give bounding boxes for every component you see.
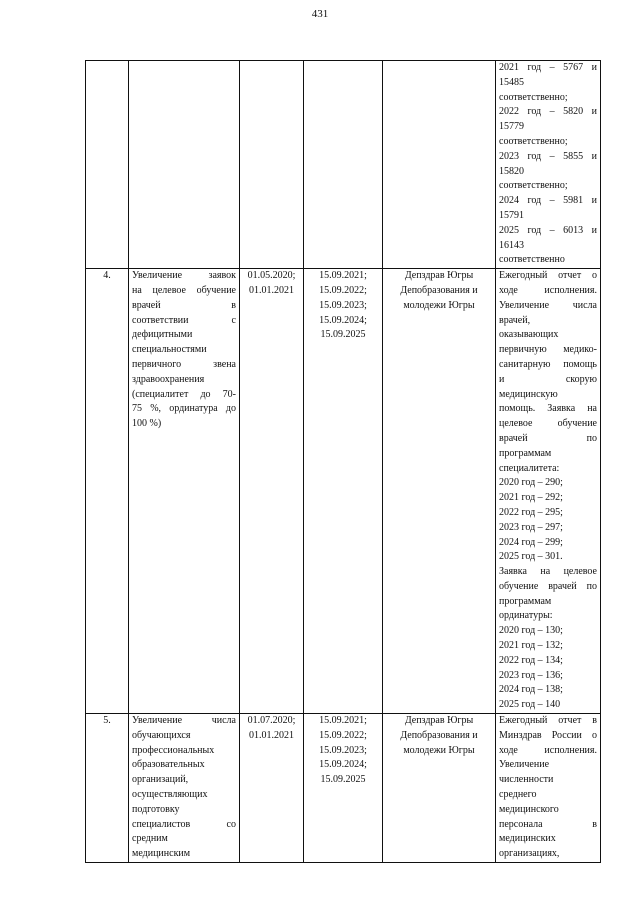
text-line: 2023 год – 5855 и	[499, 150, 597, 162]
text-line: Увеличение числа	[499, 299, 597, 311]
text-line: оказывающих	[499, 329, 559, 341]
text-line: 2020 год – 290;	[499, 477, 563, 489]
text-line: осуществляющих	[132, 789, 208, 801]
text-line: 15.09.2021;	[319, 715, 367, 727]
text-line: первичного звена	[132, 358, 236, 370]
text-line: организаций,	[132, 774, 189, 786]
text-line: врачей в	[132, 299, 236, 311]
measure-name-cell	[129, 714, 240, 863]
start-date-cell	[240, 269, 304, 714]
text-line: 2025 год – 140	[499, 699, 561, 711]
text-line: Увеличение заявок	[132, 270, 236, 282]
text-line: 15820	[499, 165, 524, 177]
text-line: 2024 год – 5981 и	[499, 195, 597, 207]
page-number: 431	[311, 8, 329, 20]
text-line: санитарную помощь	[499, 358, 597, 370]
text-line: на целевое обучение	[132, 284, 236, 296]
text-line: врачей,	[499, 314, 531, 326]
responsible-cell	[383, 714, 496, 863]
text-line: ходе исполнения.	[499, 284, 597, 296]
start-date-cell	[240, 714, 304, 863]
text-line: 15779	[499, 121, 524, 133]
text-line: молодежи Югры	[403, 299, 475, 311]
text-line: Минздрав России о	[499, 729, 597, 741]
text-line: 01.07.2020;	[247, 715, 296, 727]
text-line: обучение врачей по	[499, 580, 597, 592]
text-line: численности	[499, 774, 554, 786]
text-line: соответственно;	[499, 135, 568, 147]
text-line: соответственно	[499, 254, 565, 266]
text-line: 2024 год – 299;	[499, 536, 563, 548]
end-date-cell	[304, 714, 383, 863]
text-line: 100 %)	[132, 418, 162, 430]
text-line: 2022 год – 5820 и	[499, 106, 597, 118]
text-line: соответственно;	[499, 91, 568, 103]
text-line: Увеличение	[499, 759, 550, 771]
text-line: первичную медико-	[499, 344, 597, 356]
text-line: 15.09.2023;	[319, 744, 367, 756]
text-line: 2022 год – 134;	[499, 654, 563, 666]
text-line: соответствии с	[132, 314, 236, 326]
text-line: 16143	[499, 239, 524, 251]
text-line: организациях,	[499, 848, 560, 860]
text-line: обучающихся	[132, 729, 191, 741]
text-line: Заявка на целевое	[499, 566, 597, 578]
text-line: 2021 год – 292;	[499, 492, 563, 504]
text-line: 2020 год – 130;	[499, 625, 563, 637]
text-line: врачей по	[499, 432, 597, 444]
end-date-cell	[304, 61, 383, 269]
text-line: 15.09.2025	[320, 774, 366, 786]
text-line: профессиональных	[132, 744, 215, 756]
text-line: 15.09.2021;	[319, 270, 367, 282]
measure-name-cell	[129, 269, 240, 714]
text-line: 75 %, ординатура до	[132, 403, 236, 415]
table-row	[86, 61, 601, 269]
text-line: средним	[132, 833, 168, 845]
text-line: 2023 год – 297;	[499, 521, 563, 533]
measure-name-cell	[129, 61, 240, 269]
text-line: 15.09.2023;	[319, 299, 367, 311]
text-line: 2021 год – 5767 и	[499, 62, 597, 73]
text-line: программам	[499, 595, 552, 607]
text-line: Увеличение числа	[132, 715, 236, 727]
text-line: персонала в	[499, 818, 597, 830]
text-line: дефицитными	[132, 329, 193, 341]
text-line: помощь. Заявка на	[499, 403, 597, 415]
text-line: 01.01.2021	[249, 729, 294, 741]
row-number-cell	[86, 61, 129, 269]
text-line: молодежи Югры	[403, 744, 475, 756]
responsible-cell	[383, 269, 496, 714]
text-line: 2024 год – 138;	[499, 684, 563, 696]
text-line: соответственно;	[499, 180, 568, 192]
result-cell	[496, 714, 601, 863]
text-line: ординатуры:	[499, 610, 553, 622]
text-line: 2021 год – 132;	[499, 640, 563, 652]
text-line: 15.09.2022;	[319, 729, 367, 741]
text-line: специальностями	[132, 344, 207, 356]
text-line: программам	[499, 447, 552, 459]
row-number-cell: 5.	[86, 714, 129, 863]
text-line: Депобразования и	[400, 284, 478, 296]
text-line: целевое обучение	[499, 418, 597, 430]
text-line: Ежегодный отчет в	[499, 715, 597, 727]
text-line: медицинского	[499, 803, 559, 815]
text-line: Ежегодный отчет о	[499, 270, 597, 282]
text-line: специалистов со	[132, 818, 236, 830]
end-date-cell	[304, 269, 383, 714]
text-line: медицинских	[499, 833, 556, 845]
row-number-cell: 4.	[86, 269, 129, 714]
text-line: Депздрав Югры	[404, 715, 474, 727]
text-line: 2025 год – 6013 и	[499, 224, 597, 236]
text-line: 15.09.2022;	[319, 284, 367, 296]
text-line: среднего	[499, 789, 537, 801]
result-cell	[496, 61, 601, 269]
text-line: Депздрав Югры	[404, 270, 474, 282]
result-cell	[496, 269, 601, 714]
text-line: 01.01.2021	[249, 284, 294, 296]
text-line: 01.05.2020;	[247, 270, 296, 282]
text-line: 2025 год – 301.	[499, 551, 563, 563]
text-line: (специалитет до 70-	[132, 388, 236, 400]
text-line: 2023 год – 136;	[499, 669, 563, 681]
text-line: 15.09.2025	[320, 329, 366, 341]
text-line: 15.09.2024;	[319, 314, 367, 326]
text-line: специалитета:	[499, 462, 560, 474]
responsible-cell	[383, 61, 496, 269]
text-line: медицинскую	[499, 388, 558, 400]
text-line: образовательных	[132, 759, 205, 771]
text-line: и скорую	[499, 373, 597, 385]
text-line: 15485	[499, 76, 524, 88]
text-line: ходе исполнения.	[499, 744, 597, 756]
text-line: Депобразования и	[400, 729, 478, 741]
text-line: медицинским	[132, 848, 191, 860]
text-line: 15791	[499, 209, 524, 221]
text-line: 2022 год – 295;	[499, 506, 563, 518]
text-line: 15.09.2024;	[319, 759, 367, 771]
text-line: подготовку	[132, 803, 180, 815]
text-line: здравоохранения	[132, 373, 205, 385]
table-row	[86, 269, 601, 714]
start-date-cell	[240, 61, 304, 269]
measures-table	[85, 60, 601, 863]
table-row	[86, 714, 601, 863]
